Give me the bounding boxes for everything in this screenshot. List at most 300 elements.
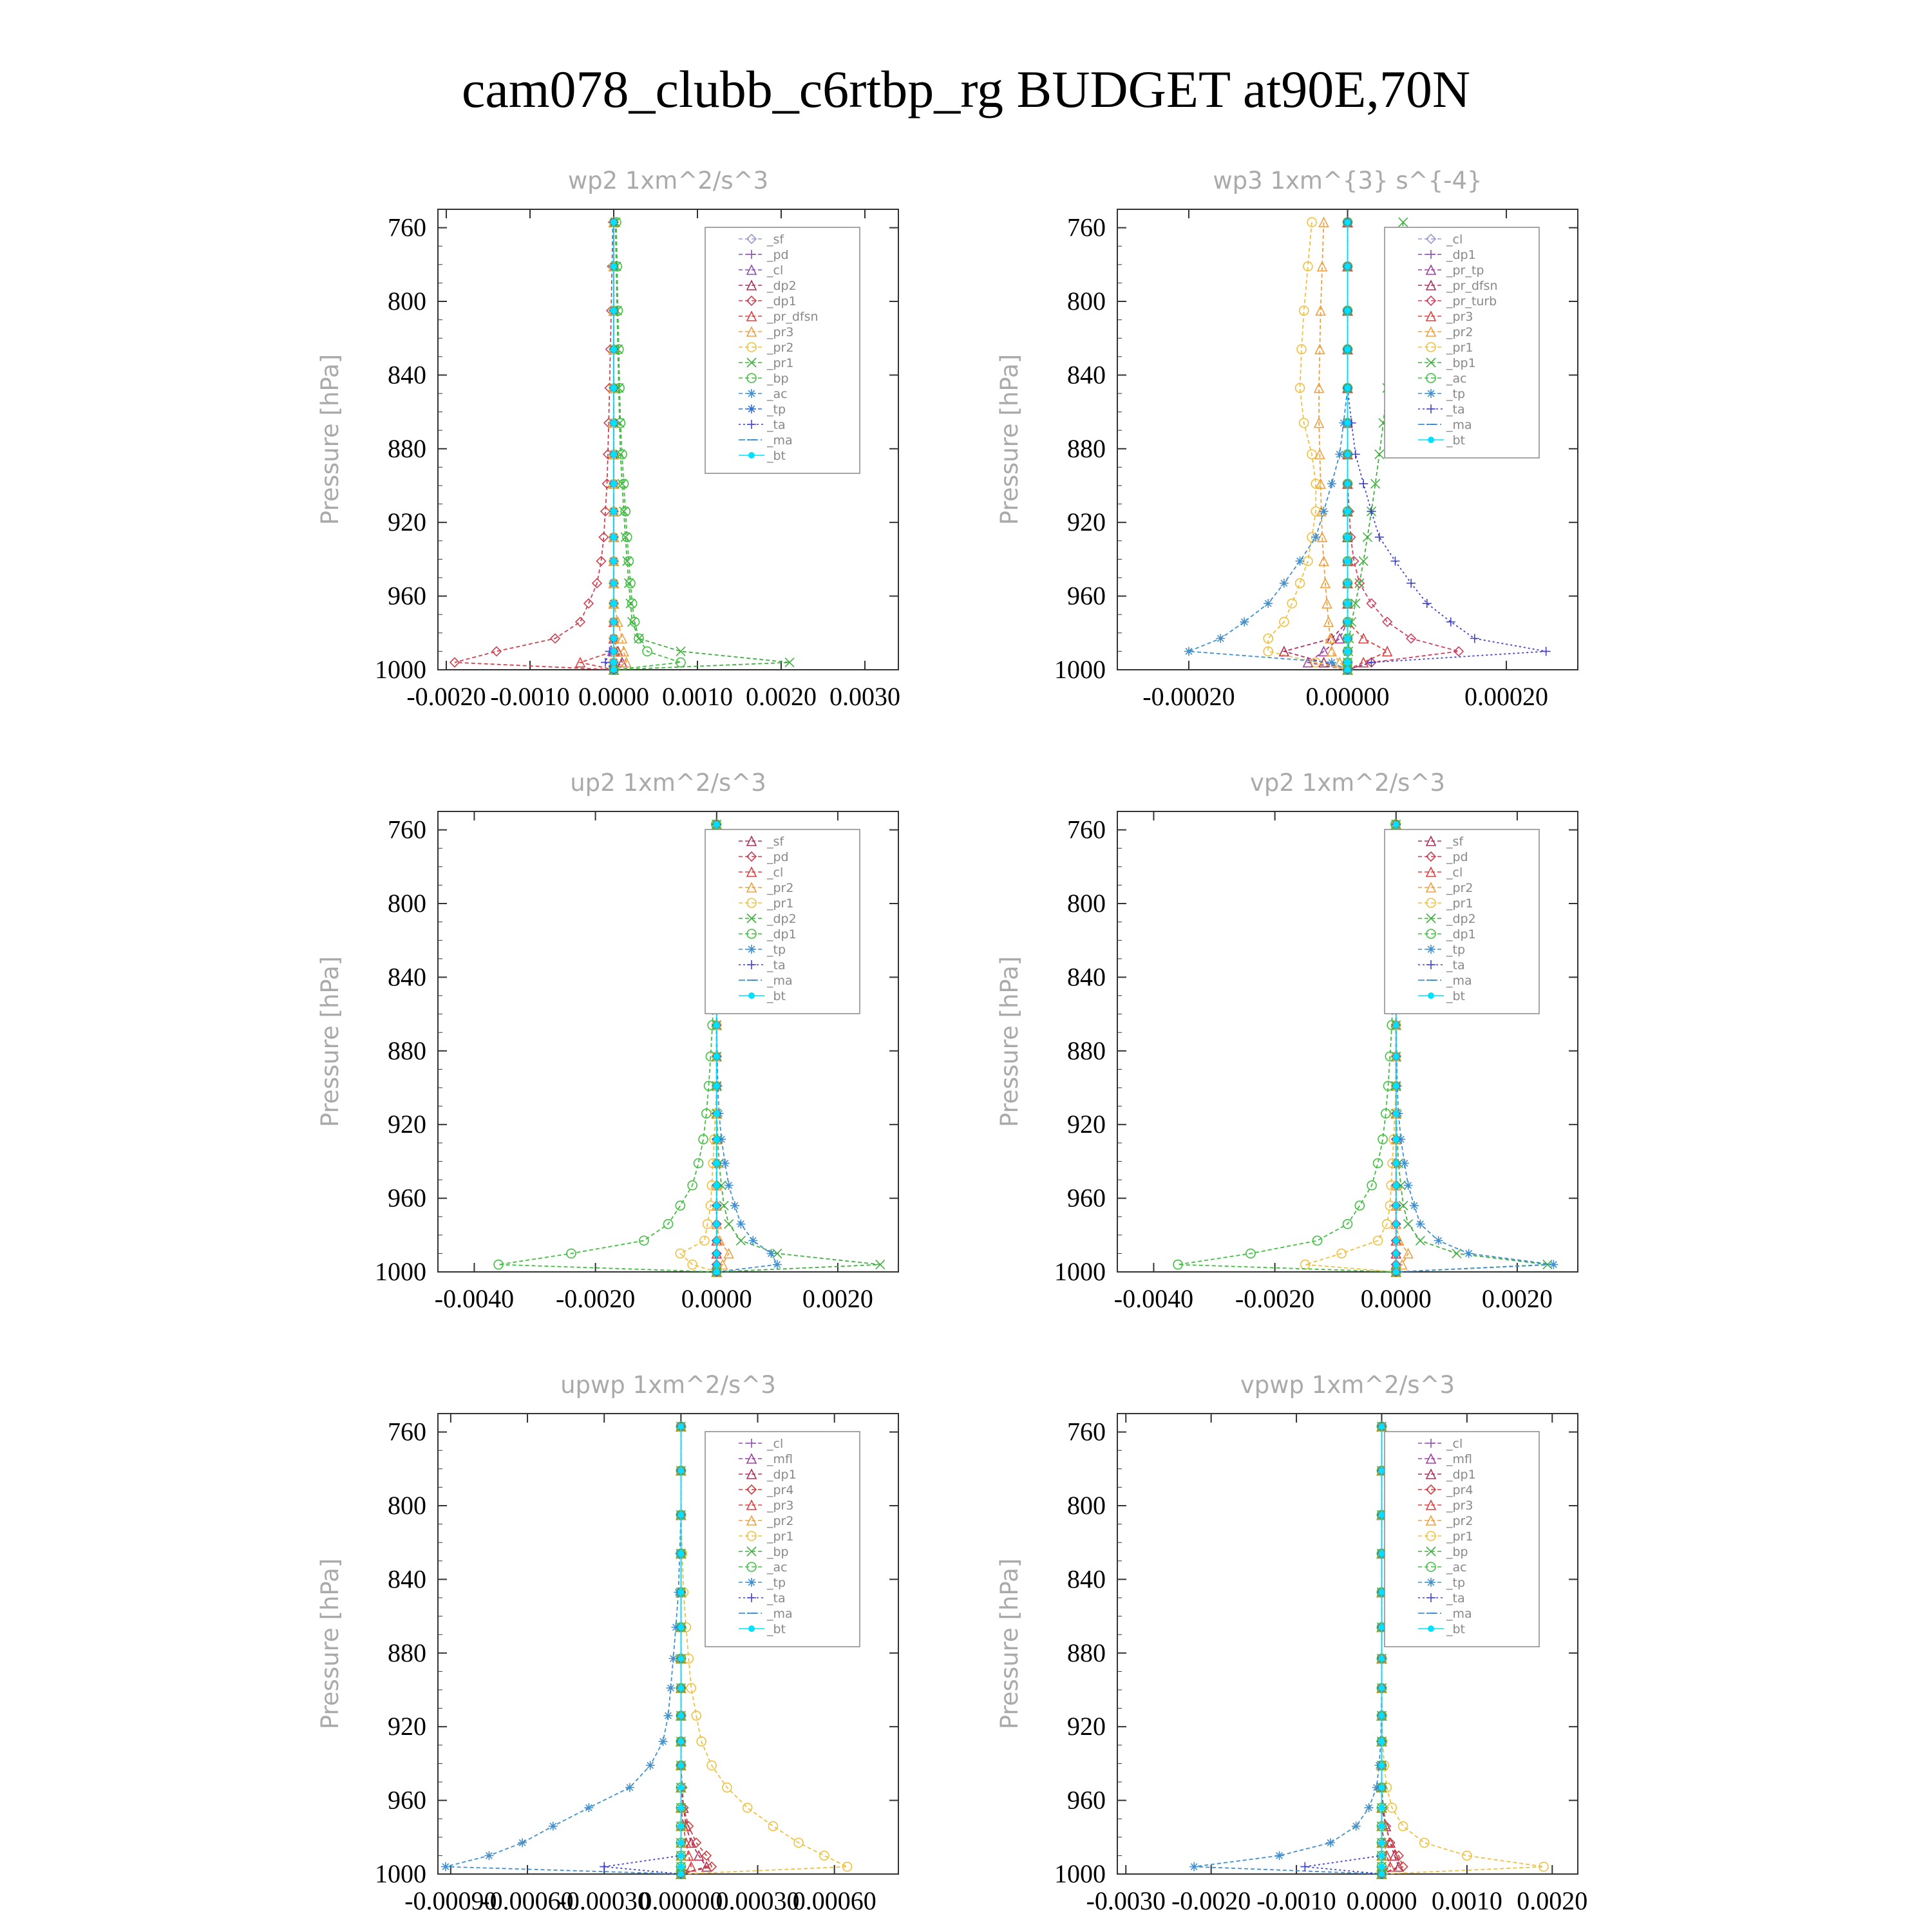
legend-label: _ta [1446, 402, 1465, 417]
data-point [576, 618, 585, 627]
series-bt [1378, 1423, 1385, 1877]
data-point [1363, 533, 1372, 542]
x-tick-label: 0.0000 [578, 682, 649, 711]
data-point [1345, 508, 1351, 515]
data-point [1378, 1423, 1385, 1430]
data-point [1367, 658, 1376, 667]
y-tick-label: 960 [388, 1183, 426, 1213]
legend-label: _ac [767, 387, 788, 401]
data-point [677, 1624, 684, 1631]
y-tick-label: 760 [388, 815, 426, 844]
legend-label: _dp1 [1446, 927, 1476, 942]
data-point [1351, 450, 1360, 459]
data-point [611, 420, 617, 426]
legend-label: _dp1 [767, 294, 797, 308]
data-point [1378, 1804, 1385, 1811]
data-point [768, 1822, 777, 1831]
data-point [677, 1738, 684, 1745]
data-point [1416, 1220, 1425, 1229]
legend-label: _pr_dfsn [1446, 279, 1498, 293]
series-dp1 [450, 218, 618, 674]
y-tick-label: 1000 [375, 655, 426, 684]
data-point [1326, 1838, 1335, 1847]
panel-title: upwp 1xm^2/s^3 [560, 1371, 776, 1399]
data-point [1404, 1220, 1413, 1229]
y-tick-label: 760 [388, 1417, 426, 1446]
series-dp1 [494, 820, 721, 1276]
legend-label: _tp [1446, 1576, 1466, 1590]
x-tick-label: 0.0000 [1346, 1886, 1417, 1915]
y-tick-label: 840 [388, 962, 426, 992]
data-point [1216, 634, 1225, 643]
data-point [664, 1711, 673, 1720]
data-point [1393, 1269, 1399, 1275]
data-point [1327, 479, 1336, 488]
legend-label: _bp [767, 372, 789, 386]
legend-label: _bt [767, 449, 786, 463]
data-point [611, 307, 617, 314]
legend-label: _dp1 [767, 1468, 797, 1482]
data-point [1383, 618, 1392, 627]
data-point [611, 600, 617, 607]
data-point [668, 1654, 677, 1663]
data-point [714, 1237, 720, 1244]
data-point [1311, 533, 1320, 542]
y-axis-label: Pressure [hPa] [996, 1558, 1023, 1730]
legend-label: _cl [1446, 866, 1463, 880]
data-point [1320, 507, 1329, 516]
x-tick-label: 0.0000 [681, 1284, 752, 1313]
data-point [677, 1762, 684, 1768]
data-point [766, 1249, 775, 1258]
x-tick-label: 0.0020 [1481, 1284, 1553, 1313]
data-point [1378, 1550, 1385, 1557]
legend-marker [1426, 945, 1435, 954]
x-tick-label: 0.0010 [1431, 1886, 1502, 1915]
data-point [677, 1511, 684, 1518]
series-bt [1345, 219, 1351, 673]
data-point [677, 1823, 684, 1830]
data-point [876, 1260, 885, 1269]
data-point [1420, 1838, 1429, 1847]
y-tick-label: 880 [1067, 1036, 1106, 1065]
data-point [1345, 346, 1351, 352]
legend-marker [747, 1578, 756, 1587]
legend-label: _pr1 [767, 896, 794, 911]
series-tp [1189, 1422, 1386, 1879]
data-point [677, 1852, 684, 1859]
series-line [498, 824, 717, 1272]
series-line [1308, 222, 1348, 670]
data-point [492, 647, 501, 656]
data-point [714, 1202, 720, 1209]
y-tick-label: 760 [1067, 213, 1106, 242]
data-point [1390, 556, 1399, 565]
y-tick-label: 800 [388, 889, 426, 918]
y-tick-label: 880 [388, 1638, 426, 1667]
data-point [714, 1221, 720, 1227]
data-point [1393, 1182, 1399, 1189]
data-point [549, 1822, 558, 1831]
y-tick-label: 920 [1067, 507, 1106, 537]
data-point [1345, 635, 1351, 641]
legend-label: _ta [1446, 958, 1465, 972]
data-point [736, 1220, 745, 1229]
data-point [1240, 618, 1249, 627]
legend-label: _pr1 [1446, 1530, 1473, 1544]
data-point [1393, 1083, 1399, 1089]
data-point [625, 1783, 634, 1792]
data-point [677, 1839, 684, 1846]
y-tick-label: 840 [1067, 962, 1106, 992]
data-point [1470, 634, 1479, 643]
data-point [611, 384, 617, 391]
data-point [724, 1220, 734, 1229]
legend-marker [748, 452, 755, 459]
data-point [1410, 1201, 1419, 1210]
legend-label: _pr4 [1446, 1483, 1473, 1497]
data-point [724, 1181, 734, 1190]
legend-label: _bp [767, 1545, 789, 1559]
y-tick-label: 880 [1067, 1638, 1106, 1667]
legend-label: _dp2 [767, 279, 797, 293]
data-point [1393, 1237, 1399, 1244]
data-point [1345, 648, 1351, 654]
data-point [1542, 647, 1551, 656]
legend-label: _pr2 [1446, 881, 1473, 895]
x-tick-label: -0.00060 [481, 1886, 574, 1915]
data-point [677, 1864, 684, 1870]
legend-label: _ta [767, 958, 786, 972]
data-point [1383, 647, 1392, 656]
legend-marker [747, 404, 756, 413]
data-point [714, 1022, 720, 1028]
legend-label: _pd [767, 248, 789, 262]
y-tick-label: 800 [1067, 889, 1106, 918]
figure-title: cam078_clubb_c6rtbp_rg BUDGET at90E,70N [461, 60, 1471, 118]
data-point [1355, 1201, 1364, 1210]
series-line [1268, 222, 1347, 670]
y-axis-label: Pressure [hPa] [316, 956, 344, 1128]
data-point [611, 480, 617, 487]
legend-label: _pr1 [1446, 341, 1473, 355]
data-point [677, 1871, 684, 1877]
legend-label: _bt [1446, 1622, 1466, 1636]
data-point [714, 1182, 720, 1189]
data-point [677, 1685, 684, 1691]
data-point [1345, 619, 1351, 625]
series-line [1284, 222, 1348, 670]
data-point [677, 1550, 684, 1557]
y-tick-label: 760 [1067, 1417, 1106, 1446]
legend-label: _sf [1446, 835, 1464, 849]
data-point [730, 1201, 739, 1210]
data-point [1416, 1236, 1425, 1245]
series-tp [441, 1422, 685, 1879]
series-line [604, 1426, 681, 1874]
data-point [1378, 1738, 1385, 1745]
legend-label: _ac [767, 1560, 788, 1575]
data-point [1345, 307, 1351, 314]
data-point [600, 1862, 609, 1871]
legend-label: _ac [1446, 1560, 1467, 1575]
data-point [1359, 479, 1368, 488]
legend-label: _sf [767, 232, 784, 247]
data-point [743, 1803, 752, 1812]
y-tick-label: 800 [388, 1491, 426, 1520]
legend-label: _cl [767, 866, 784, 880]
data-point [714, 1262, 720, 1268]
legend-label: _tp [1446, 943, 1466, 957]
y-tick-label: 760 [1067, 815, 1106, 844]
x-tick-label: 0.0020 [1517, 1886, 1588, 1915]
data-point [611, 219, 617, 225]
panel-title: wp2 1xm^2/s^3 [567, 167, 769, 194]
data-point [611, 451, 617, 457]
legend-label: _cl [1446, 232, 1463, 247]
legend-label: _cl [767, 1437, 784, 1451]
data-point [1393, 821, 1399, 828]
data-point [1345, 534, 1351, 540]
panel-3 [316, 769, 898, 1313]
data-point [677, 1655, 684, 1662]
y-tick-label: 1000 [375, 1257, 426, 1286]
data-point [1345, 480, 1351, 487]
data-point [666, 1683, 675, 1692]
legend-label: _pr3 [1446, 1499, 1473, 1513]
data-point [1393, 1110, 1399, 1117]
x-tick-label: 0.00030 [715, 1886, 800, 1915]
legend-label: _sf [767, 835, 784, 849]
legend-label: _ta [767, 1591, 786, 1605]
data-point [1327, 634, 1336, 643]
series-line [1178, 824, 1396, 1272]
data-point [677, 1423, 684, 1430]
data-point [1275, 1851, 1284, 1860]
data-point [1345, 659, 1351, 666]
legend-label: _pr2 [1446, 325, 1473, 339]
data-point [1296, 579, 1305, 588]
data-point [714, 1136, 720, 1142]
data-point [1393, 1262, 1399, 1268]
x-tick-label: -0.00090 [404, 1886, 497, 1915]
data-point [1345, 384, 1351, 391]
legend-label: _pr1 [767, 1530, 794, 1544]
y-tick-label: 1000 [1054, 1257, 1106, 1286]
legend-label: _pr_dfsn [767, 310, 819, 324]
x-tick-label: -0.00030 [558, 1886, 650, 1915]
data-point [1400, 1159, 1409, 1168]
y-tick-label: 1000 [375, 1859, 426, 1888]
data-point [1365, 1803, 1374, 1812]
data-point [694, 1159, 703, 1168]
data-point [1378, 1712, 1385, 1719]
data-point [646, 1761, 655, 1770]
legend-label: _tp [767, 1576, 786, 1590]
series-line [614, 222, 681, 670]
data-point [714, 821, 720, 828]
y-tick-label: 840 [1067, 1564, 1106, 1594]
legend-label: _bp [1446, 1545, 1468, 1559]
legend-label: _pd [1446, 850, 1468, 864]
legend-label: _pr2 [1446, 1514, 1473, 1528]
legend-label: _mfl [1446, 1452, 1472, 1466]
legend-label: _ma [1446, 418, 1472, 432]
data-point [677, 1804, 684, 1811]
data-point [601, 658, 610, 667]
series-ta [600, 1422, 685, 1879]
panel-title: wp3 1xm^{3} s^{-4} [1213, 167, 1482, 194]
data-point [484, 1851, 493, 1860]
data-point [773, 1260, 782, 1269]
legend-label: _pr_tp [1446, 263, 1484, 278]
data-point [1393, 1221, 1399, 1227]
data-point [677, 1785, 684, 1791]
data-point [1393, 1136, 1399, 1142]
legend-label: _ma [767, 1607, 793, 1621]
data-point [659, 1737, 668, 1746]
series-ta [1300, 1422, 1386, 1879]
legend-label: _bt [767, 1622, 786, 1636]
y-tick-label: 960 [1067, 1785, 1106, 1815]
legend-label: _cl [767, 263, 784, 278]
legend-marker [747, 389, 756, 398]
data-point [1189, 1862, 1198, 1871]
panel-6 [996, 1371, 1587, 1915]
data-point [611, 659, 617, 666]
data-point [677, 1712, 684, 1719]
legend-marker [747, 945, 756, 954]
data-point [518, 1838, 527, 1847]
data-point [721, 1159, 730, 1168]
series-bt [677, 1423, 684, 1877]
series-dp1 [1173, 820, 1401, 1276]
legend-label: _ac [1446, 372, 1467, 386]
legend-label: _ta [1446, 1591, 1465, 1605]
data-point [714, 1160, 720, 1166]
legend-label: _pr4 [767, 1483, 794, 1497]
data-point [1434, 1236, 1443, 1245]
data-point [1378, 1823, 1385, 1830]
y-tick-label: 1000 [1054, 1859, 1106, 1888]
y-axis-label: Pressure [hPa] [996, 354, 1023, 526]
data-point [1378, 1839, 1385, 1846]
data-point [1393, 1022, 1399, 1028]
x-tick-label: -0.0040 [1113, 1284, 1194, 1313]
data-point [1393, 1160, 1399, 1166]
series-bp [609, 218, 685, 674]
y-tick-label: 760 [388, 213, 426, 242]
legend-label: _mfl [767, 1452, 793, 1466]
data-point [714, 1083, 720, 1089]
data-point [1184, 647, 1193, 656]
x-tick-label: 0.0020 [802, 1284, 873, 1313]
legend-label: _bt [1446, 433, 1466, 448]
y-tick-label: 880 [1067, 433, 1106, 463]
series-pr1 [1264, 218, 1352, 674]
x-tick-label: -0.0020 [555, 1284, 636, 1313]
legend-label: _dp1 [1446, 248, 1476, 262]
data-point [676, 1201, 685, 1210]
legend-label: _pr3 [1446, 310, 1473, 324]
y-tick-label: 800 [388, 287, 426, 316]
data-point [1393, 1250, 1399, 1256]
data-point [1393, 1202, 1399, 1209]
x-tick-label: -0.0040 [434, 1284, 515, 1313]
data-point [611, 534, 617, 540]
y-tick-label: 960 [388, 581, 426, 611]
legend-label: _pr2 [767, 1514, 794, 1528]
x-tick-label: 0.00020 [1464, 682, 1549, 711]
data-point [1378, 1655, 1385, 1662]
data-point [1345, 420, 1351, 426]
x-tick-label: 0.00060 [792, 1886, 876, 1915]
x-tick-label: -0.0030 [1086, 1886, 1166, 1915]
y-axis-label: Pressure [hPa] [996, 956, 1023, 1128]
data-point [714, 1250, 720, 1256]
legend-marker [1428, 992, 1434, 999]
data-point [1345, 451, 1351, 457]
x-tick-label: 0.0020 [746, 682, 817, 711]
legend-marker [1428, 437, 1434, 443]
x-tick-label: -0.0020 [406, 682, 486, 711]
legend-label: _tp [1446, 387, 1466, 401]
data-point [441, 1862, 450, 1871]
data-point [1335, 450, 1344, 459]
data-point [1345, 219, 1351, 225]
data-point [1393, 1053, 1399, 1059]
legend-marker [1426, 1578, 1435, 1587]
data-point [1378, 1871, 1385, 1877]
y-tick-label: 1000 [1054, 655, 1106, 684]
data-point [1378, 1468, 1385, 1474]
data-point [611, 558, 617, 564]
panel-4 [996, 769, 1578, 1313]
data-point [1374, 1159, 1383, 1168]
y-tick-label: 840 [388, 1564, 426, 1594]
data-point [1378, 1685, 1385, 1691]
legend-label: _dp2 [767, 912, 797, 926]
x-tick-label: 0.0010 [662, 682, 733, 711]
x-tick-label: -0.0010 [1256, 1886, 1336, 1915]
data-point [1352, 1822, 1361, 1831]
data-point [714, 1269, 720, 1275]
data-point [1300, 1862, 1309, 1871]
data-point [1312, 1236, 1321, 1245]
y-axis-label: Pressure [hPa] [316, 354, 344, 526]
data-point [1375, 533, 1384, 542]
legend-label: _pr2 [767, 881, 794, 895]
data-point [1375, 450, 1384, 459]
legend-label: _cl [1446, 1437, 1463, 1451]
legend-label: _bt [767, 989, 786, 1003]
data-point [611, 619, 617, 625]
data-point [677, 1468, 684, 1474]
data-point [1296, 556, 1305, 565]
series-line [1305, 824, 1396, 1272]
legend-label: _pr3 [767, 325, 794, 339]
data-point [1378, 1864, 1385, 1870]
legend-marker [748, 992, 755, 999]
data-point [611, 508, 617, 515]
data-point [1345, 580, 1351, 587]
data-point [1378, 1852, 1385, 1859]
legend-marker [1426, 389, 1435, 398]
legend-label: _bp1 [1446, 356, 1476, 370]
data-point [611, 263, 617, 270]
series-line [1194, 1426, 1381, 1874]
data-point [1378, 1589, 1385, 1595]
